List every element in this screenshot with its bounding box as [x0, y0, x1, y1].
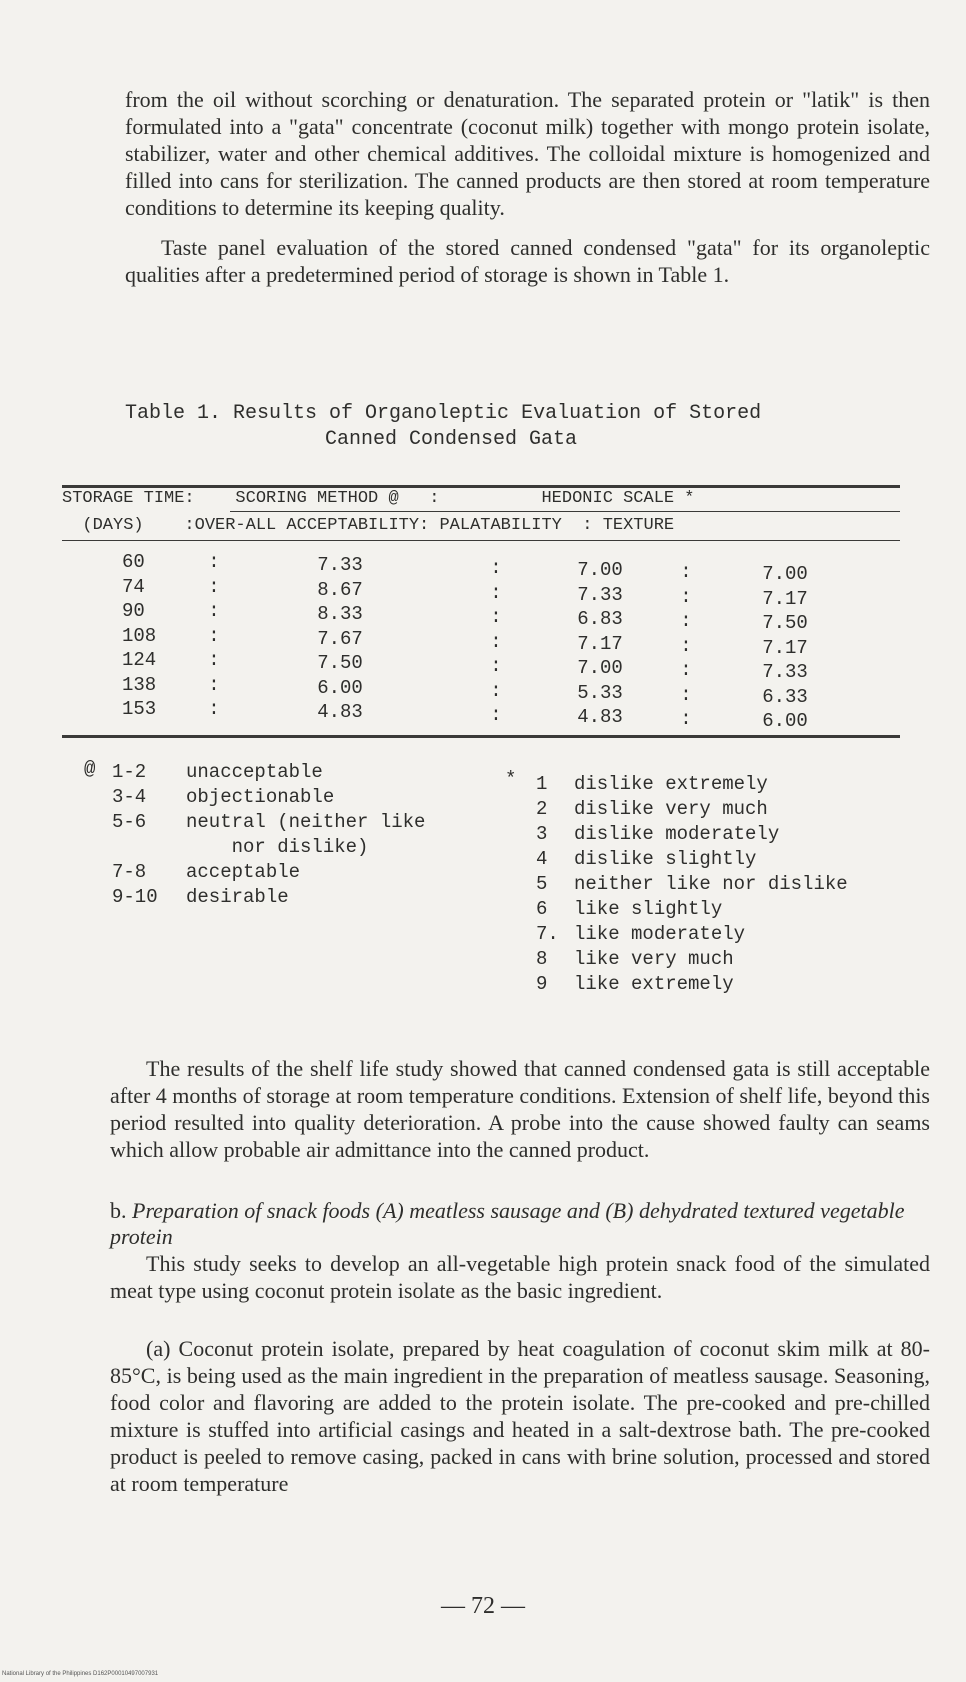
table-caption-line-1: Table 1. Results of Organoleptic Evaluation of Stored: [125, 402, 762, 425]
scoring-label: nor dislike): [186, 836, 369, 858]
table-header-row-2: (DAYS) :OVER-ALL ACCEPTABILITY: PALATABILITY : TEXTURE: [62, 516, 675, 535]
hedonic-range: 8: [536, 948, 548, 970]
separator: :: [208, 600, 220, 622]
section-label: b.: [110, 1198, 127, 1223]
hedonic-label: like very much: [574, 948, 734, 970]
hedonic-label: dislike moderately: [574, 823, 780, 845]
cell-texture: 6.00: [762, 710, 808, 732]
cell-acceptability: 8.33: [317, 603, 363, 625]
separator: :: [208, 698, 220, 720]
cell-palatability: 7.33: [577, 583, 623, 606]
section-title: Preparation of snack foods (A) meatless sausage and (B) dehydrated textured vegetable protein: [110, 1198, 905, 1249]
separator: :: [680, 585, 692, 608]
study-paragraph: This study seeks to develop an all-vegetable high protein snack food of the simulated meat type using coconut protein isolate as the basic ingredient.: [110, 1251, 930, 1303]
separator: :: [208, 575, 220, 598]
hedonic-range: 4: [536, 848, 548, 870]
hedonic-range: 6: [536, 898, 548, 920]
hedonic-range: 2: [536, 798, 548, 820]
separator: :: [490, 581, 502, 604]
footer-attribution: National Library of the Philippines D162P00010497007931: [2, 1671, 159, 1677]
column-acceptability: [300, 553, 380, 725]
hedonic-range: 3: [536, 823, 548, 845]
cell-texture: 7.00: [762, 563, 808, 585]
intro-paragraph-1: from the oil without scorching or denaturation. The separated protein or "latik" is then formulated into a "gata" concentrate (coconut milk) together with mongo protein isolate, stabilizer, water and other chemical additives. The colloidal mixture is homogenized and filled into cans for sterilization. The canned products are then stored at room temperature conditions to determine its keeping quality.: [125, 87, 930, 220]
separator: :: [490, 606, 502, 628]
column-texture: [745, 562, 825, 734]
scoring-label: unacceptable: [186, 761, 323, 783]
table-header-row-1: STORAGE TIME: SCORING METHOD @ : HEDONIC SCALE *: [62, 489, 695, 508]
cell-acceptability: 7.67: [317, 627, 363, 650]
separator: :: [680, 561, 692, 583]
table-bottom-rule: [62, 735, 900, 738]
separator: :: [490, 655, 502, 677]
hedonic-label: dislike slightly: [574, 848, 757, 870]
separator: :: [680, 634, 692, 657]
separator: :: [680, 659, 692, 681]
cell-acceptability: 8.67: [317, 578, 363, 601]
cell-texture: 7.17: [762, 636, 808, 659]
column-separator-1: [208, 550, 220, 722]
cell-acceptability: 4.83: [317, 701, 363, 723]
separator: :: [208, 649, 220, 671]
separator: :: [680, 610, 692, 632]
scoring-legend: [112, 760, 425, 910]
scoring-range: 1-2: [112, 761, 147, 783]
section-heading-b: [110, 1198, 930, 1250]
table-caption: [125, 401, 825, 453]
scoring-label: objectionable: [186, 786, 335, 808]
hedonic-range: 1: [536, 773, 548, 795]
cell-texture: 7.50: [762, 612, 808, 634]
hedonic-range: 7.: [536, 923, 559, 945]
separator: :: [208, 624, 220, 647]
cell-palatability: 7.00: [577, 559, 623, 581]
cell-days: 60: [122, 551, 145, 573]
scoring-range: 7-8: [112, 861, 147, 883]
hedonic-label: dislike very much: [574, 798, 768, 820]
page-number: — 72 —: [441, 1593, 525, 1619]
column-separator-2: [490, 556, 502, 728]
hedonic-range: 5: [536, 873, 548, 895]
cell-palatability: 4.83: [577, 706, 623, 728]
cell-texture: 7.17: [762, 587, 808, 610]
scoring-note-symbol: @: [84, 758, 96, 780]
cell-days: 108: [122, 624, 157, 647]
cell-palatability: 5.33: [577, 681, 623, 704]
table-caption-line-2: Canned Condensed Gata: [325, 428, 578, 451]
cell-days: 138: [122, 673, 157, 696]
cell-days: 124: [122, 649, 157, 671]
hedonic-note-symbol: *: [505, 768, 517, 790]
hedonic-label: like slightly: [574, 898, 723, 920]
separator: :: [680, 708, 692, 730]
cell-days: 74: [122, 575, 145, 598]
column-days: [122, 550, 182, 722]
cell-palatability: 7.00: [577, 657, 623, 679]
hedonic-label: like extremely: [574, 973, 734, 995]
hedonic-label: like moderately: [574, 923, 746, 945]
separator: :: [490, 630, 502, 653]
scoring-label: neutral (neither like: [186, 811, 426, 833]
table-header-underline: [230, 511, 900, 512]
separator: :: [490, 704, 502, 726]
separator: :: [490, 679, 502, 702]
cell-texture: 6.33: [762, 685, 808, 708]
results-paragraph: The results of the shelf life study showed that canned condensed gata is still acceptable after 4 months of storage at room temperature conditions. Extension of shelf life, beyond this period resulted into quality deterioration. A probe into the cause showed faulty can seams which allow probable air admittance into the canned product.: [110, 1056, 930, 1162]
intro-paragraph-2: Taste panel evaluation of the stored canned condensed "gata" for its organoleptic qualities after a predetermined period of storage is shown in Table 1.: [125, 235, 930, 287]
separator: :: [490, 557, 502, 579]
cell-acceptability: 7.50: [317, 652, 363, 674]
cell-palatability: 6.83: [577, 608, 623, 630]
cell-texture: 7.33: [762, 661, 808, 683]
scoring-range: 9-10: [112, 886, 158, 908]
scoring-label: acceptable: [186, 861, 301, 883]
hedonic-range: 9: [536, 973, 548, 995]
column-separator-3: [680, 560, 692, 732]
cell-acceptability: 6.00: [317, 676, 363, 699]
separator: :: [680, 683, 692, 706]
hedonic-label: dislike extremely: [574, 773, 768, 795]
scoring-range: 5-6: [112, 811, 147, 833]
separator: :: [208, 673, 220, 696]
separator: :: [208, 551, 220, 573]
hedonic-label: neither like nor dislike: [574, 873, 848, 895]
scoring-range: 3-4: [112, 786, 147, 808]
hedonic-legend: [536, 772, 848, 997]
scoring-label: desirable: [186, 886, 289, 908]
cell-palatability: 7.17: [577, 632, 623, 655]
item-a-paragraph: (a) Coconut protein isolate, prepared by heat coagulation of coconut skim milk at 80-85°C, is being used as the main ingredient in the preparation of meatless sausage. Seasoning, food color and flavoring are added to the protein isolate. The pre-cooked and pre-chilled mixture is stuffed into artificial casings and heated in a salt-dextrose bath. The pre-cooked product is peeled to remove casing, packed in cans with brine solution, processed and stored at room temperature: [110, 1336, 930, 1496]
column-palatability: [560, 558, 640, 730]
table-header-bottom-rule: [62, 540, 900, 541]
cell-acceptability: 7.33: [317, 554, 363, 576]
cell-days: 90: [122, 600, 145, 622]
scoring-range: [112, 835, 186, 860]
cell-days: 153: [122, 698, 157, 720]
